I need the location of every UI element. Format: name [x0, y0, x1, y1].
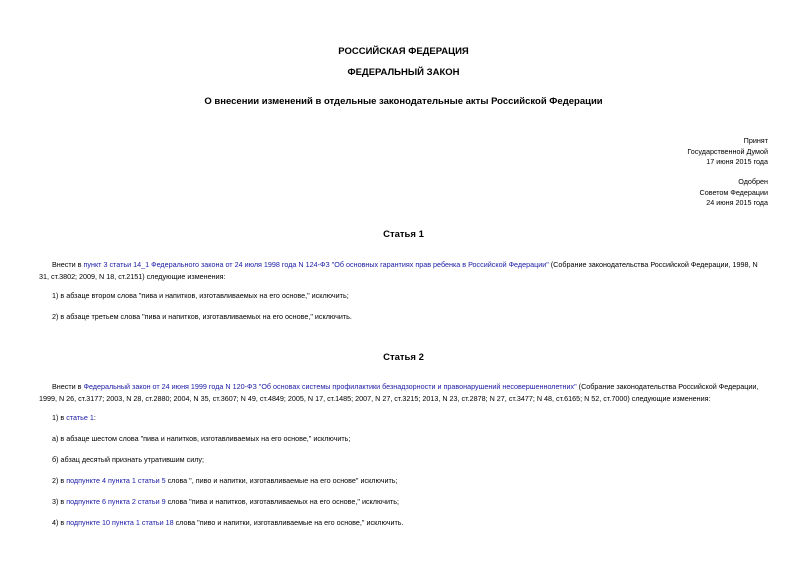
approved-line2: Советом Федерации [699, 187, 768, 197]
article2-item2 [52, 475, 398, 487]
article1-item1: 1) в абзаце втором слова "пива и напитков, изготавливаемых на его основе," исключить; [52, 291, 349, 300]
article2-law-link[interactable]: Федеральный закон от 24 июня 1999 года N 120-ФЗ "Об основах системы профилактики безнадзорности и правонарушений несовершеннолетних" [83, 382, 577, 391]
article2-intro [39, 381, 769, 404]
article1-item2: 2) в абзаце третьем слова "пива и напитков, изготавливаемых на его основе," исключить. [52, 312, 352, 321]
article2-item4-suffix: слова "пиво и напитки, изготавливаемые на его основе," исключить. [173, 518, 404, 527]
article2-item2-link[interactable]: подпункте 4 пункта 1 статьи 5 [66, 476, 166, 485]
article2-item4-link[interactable]: подпункте 10 пункта 1 статьи 18 [66, 518, 174, 527]
approved-line1: Одобрен [738, 177, 768, 186]
article1-heading: Статья 1 [383, 229, 424, 240]
article2-item1-prefix: 1) в [52, 413, 67, 422]
article1-intro-prefix: Внести в [52, 260, 84, 269]
article2-item3-link[interactable]: подпункте 6 пункта 2 статьи 9 [66, 497, 166, 506]
article2-item3 [52, 496, 399, 508]
article2-item2-suffix: слова ", пиво и напитки, изготавливаемые на его основе" исключить; [165, 476, 398, 485]
adopted-line2: Государственной Думой [687, 146, 768, 156]
country-heading: РОССИЙСКАЯ ФЕДЕРАЦИЯ [338, 46, 469, 57]
adopted-date: 17 июня 2015 года [706, 157, 768, 166]
article2-item3-prefix: 3) в [52, 497, 67, 506]
article2-item3-suffix: слова "пива и напитков, изготавливаемых на его основе," исключить; [165, 497, 399, 506]
article2-item1 [52, 412, 96, 424]
article2-item1-link[interactable]: статье 1 [66, 413, 94, 422]
document-title: О внесении изменений в отдельные законодательные акты Российской Федерации [204, 96, 603, 107]
approved-block [700, 177, 768, 209]
article2-item4 [52, 517, 404, 529]
article1-intro-rest: (Собрание законодательства Российской Федерации, 1998, N 31, ст.3802; 2009, N 18, ст.2151) следующие изменения: [39, 260, 758, 281]
article2-item4-prefix: 4) в [52, 518, 67, 527]
law-type-heading: ФЕДЕРАЛЬНЫЙ ЗАКОН [347, 67, 460, 78]
article1-intro [39, 259, 769, 282]
article2-item2-prefix: 2) в [52, 476, 67, 485]
article1-law-link[interactable]: пункт 3 статьи 14_1 Федерального закона от 24 июля 1998 года N 124-ФЗ "Об основных гарантиях прав ребенка в Российской Федерации" [83, 260, 549, 269]
adopted-line1: Принят [743, 136, 768, 145]
article2-item1b: б) абзац десятый признать утратившим силу; [52, 455, 205, 464]
approved-date: 24 июня 2015 года [706, 198, 768, 207]
adopted-block [687, 136, 768, 168]
article2-intro-prefix: Внести в [52, 382, 84, 391]
article2-heading: Статья 2 [383, 352, 424, 363]
article2-intro-rest: (Собрание законодательства Российской Федерации, 1999, N 26, ст.3177; 2003, N 28, ст.2880; 2004, N 35, ст.3607; N 49, ст.4849; 2005, N 17, ст.1485; 2007, N 27, ст.3215; 2013, N 23, ст.2878; N 27, ст.3477; N 48, ст.6165; N 52, ст.7000) следующие изменения: [39, 382, 759, 403]
article2-item1a: а) в абзаце шестом слова "пива и напитков, изготавливаемых на его основе," исключить; [52, 434, 351, 443]
article2-item1-suffix: : [93, 413, 96, 422]
